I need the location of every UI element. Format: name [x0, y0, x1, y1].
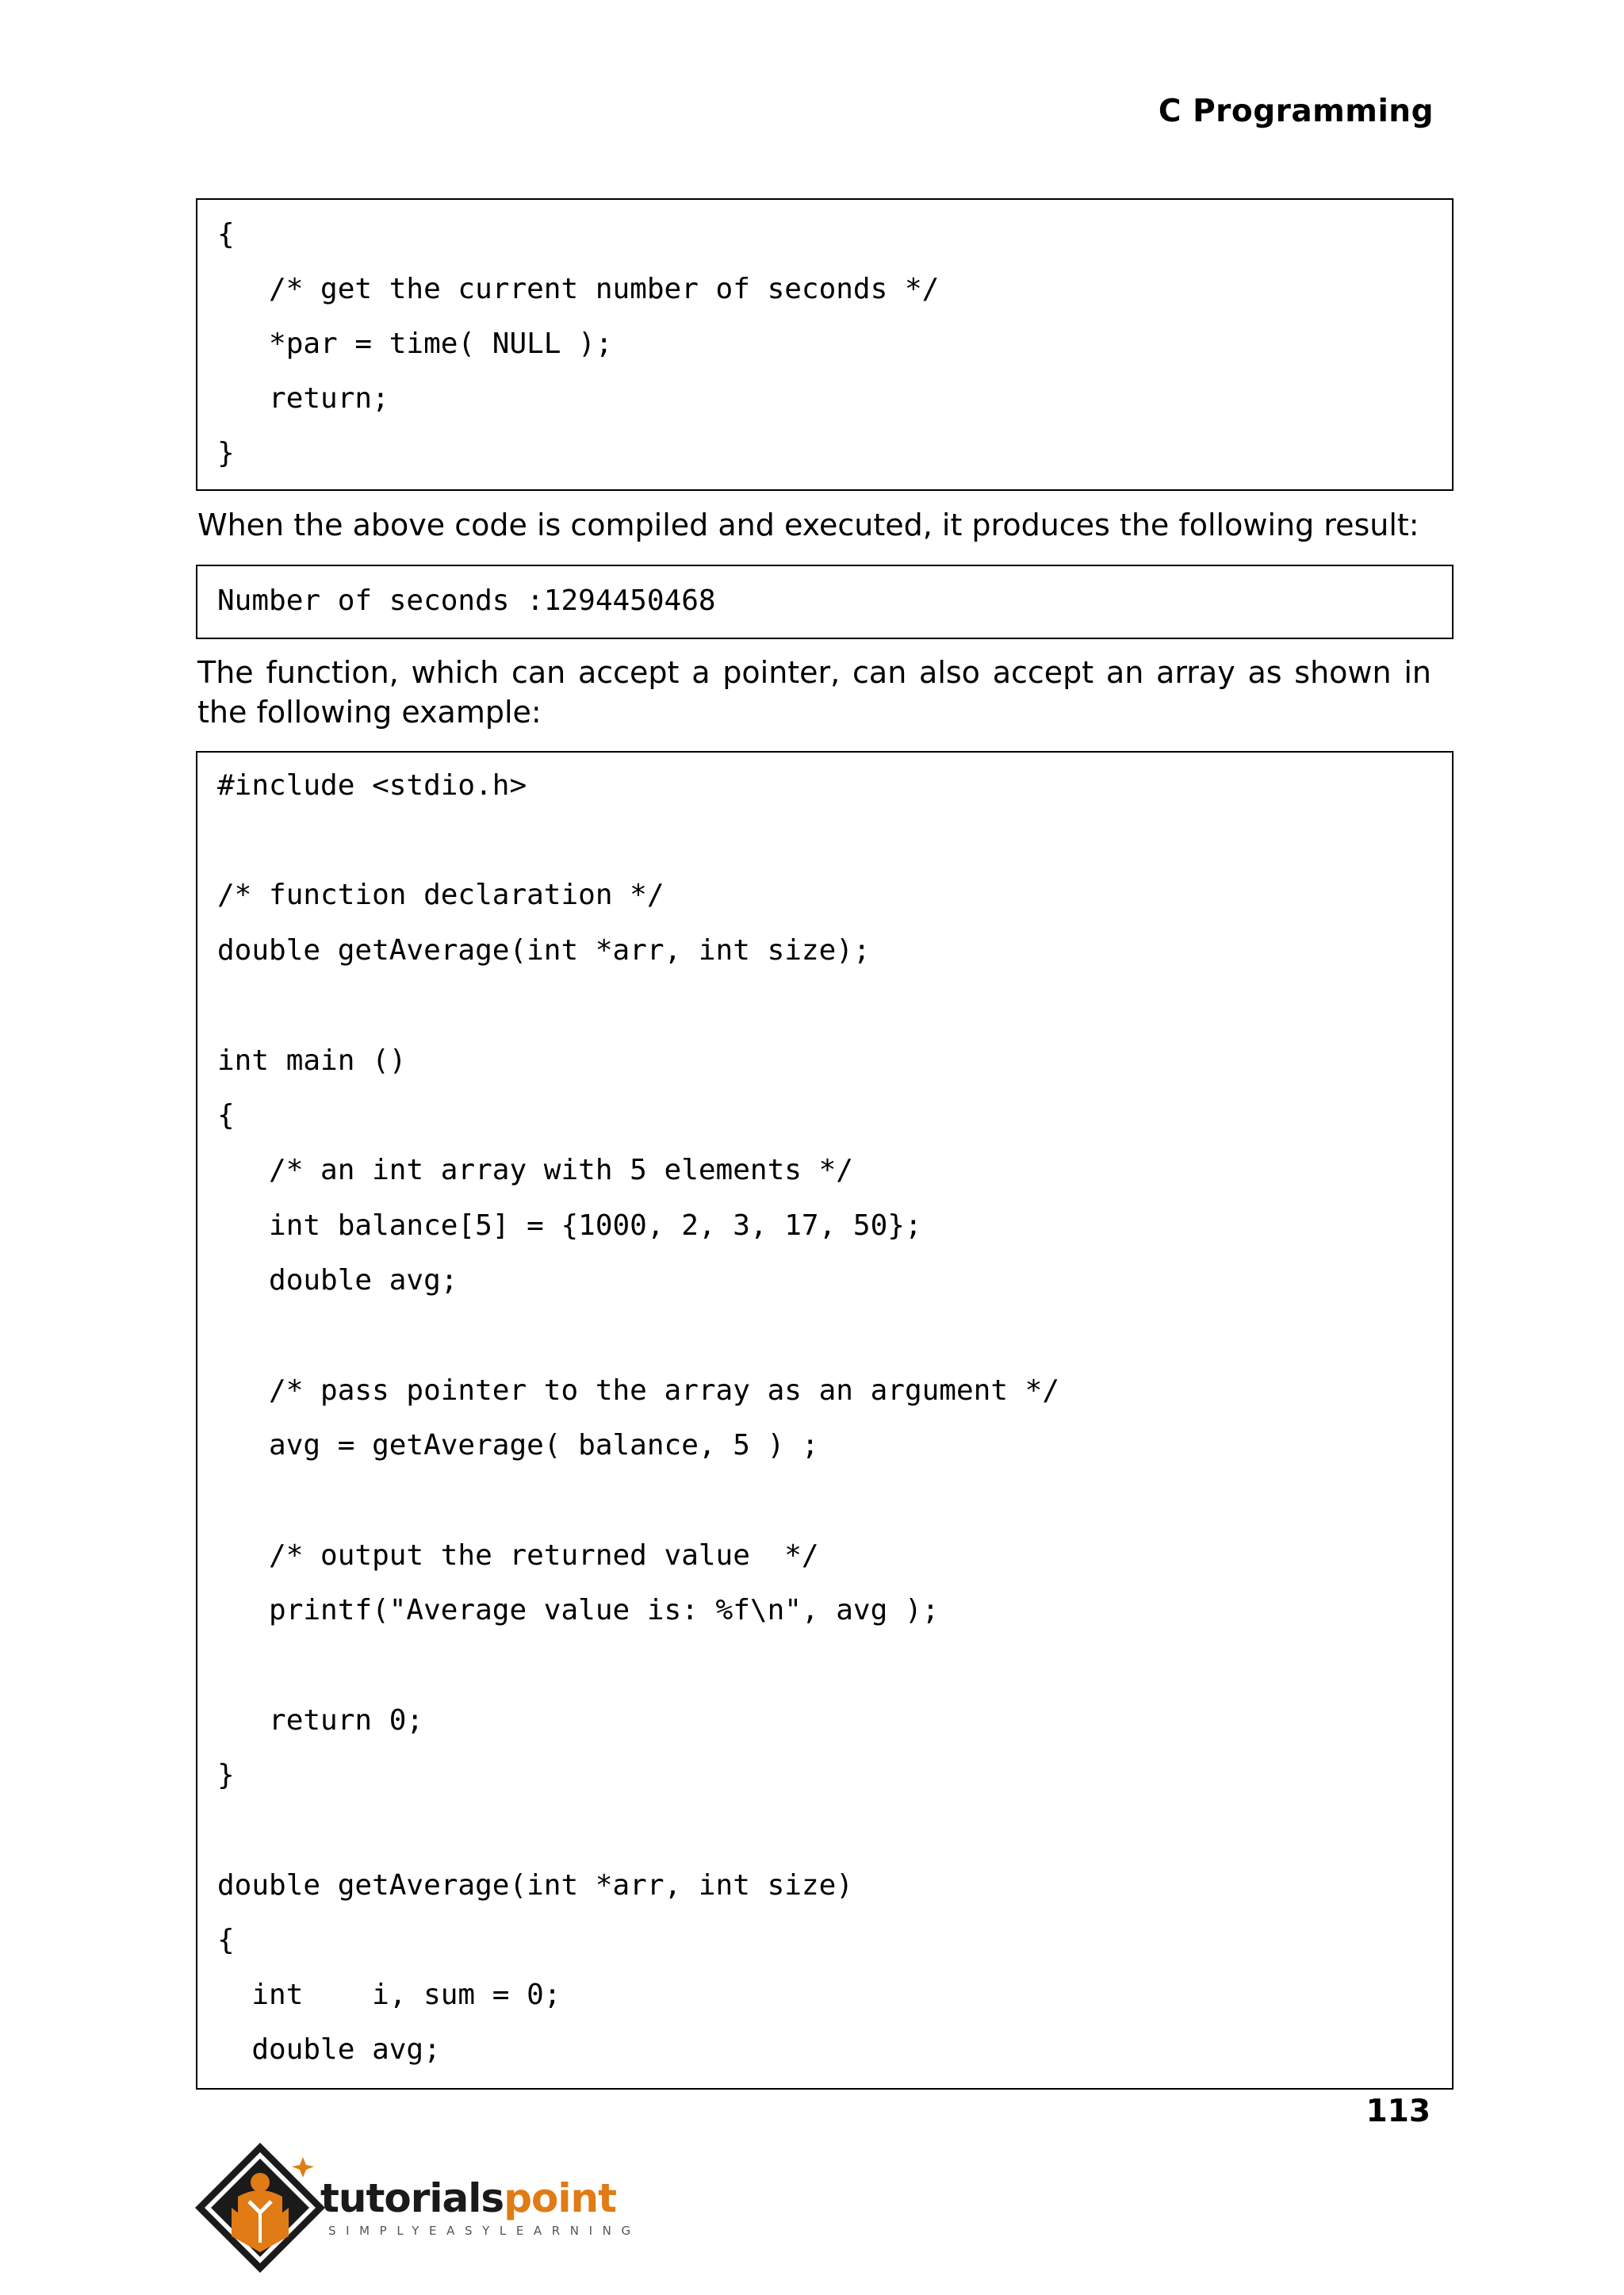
code-line: return;	[217, 382, 389, 415]
code-line: int balance[5] = {1000, 2, 3, 17, 50};	[217, 1209, 922, 1242]
code-line: printf("Average value is: %f\n", avg );	[217, 1594, 940, 1626]
code-line: {	[217, 218, 235, 251]
code-line: }	[217, 1759, 235, 1791]
code-line: /* output the returned value */	[217, 1539, 819, 1572]
logo-diamond-icon	[193, 2141, 328, 2284]
code-line: avg = getAverage( balance, 5 ) ;	[217, 1429, 819, 1462]
code-line: double getAverage(int *arr, int size);	[217, 934, 871, 967]
code-line: return 0;	[217, 1704, 424, 1737]
code-block-1	[196, 198, 1454, 491]
code-line: /* get the current number of seconds */	[217, 273, 940, 305]
code-line: *par = time( NULL );	[217, 328, 613, 360]
paragraph-array-intro: The function, which can accept a pointer, can also accept an array as shown in the following example:	[197, 655, 1431, 730]
code-line: double avg;	[217, 1264, 458, 1297]
code-line: int i, sum = 0;	[217, 1979, 561, 2011]
page-header-title: C Programming	[1158, 94, 1434, 129]
code-line: {	[217, 1099, 235, 1132]
code-line: {	[217, 1924, 235, 1956]
code-line: }	[217, 437, 235, 469]
code-line: /* pass pointer to the array as an argument */	[217, 1374, 1060, 1407]
logo-word-point: point	[504, 2175, 616, 2221]
tutorialspoint-logo	[193, 2141, 641, 2284]
code-line: #include <stdio.h>	[217, 769, 527, 802]
code-line: /* an int array with 5 elements */	[217, 1154, 853, 1186]
code-line: /* function declaration */	[217, 879, 665, 911]
output-line: Number of seconds :1294450468	[217, 584, 716, 617]
paragraph-result-intro: When the above code is compiled and executed, it produces the following result:	[197, 508, 1419, 542]
code-line: double getAverage(int *arr, int size)	[217, 1869, 853, 1902]
code-line: double avg;	[217, 2033, 441, 2066]
logo-wordmark	[320, 2174, 616, 2222]
code-line: int main ()	[217, 1044, 407, 1077]
logo-tagline: SIMPLYEASYLEARNING	[328, 2224, 641, 2238]
page-number: 113	[1365, 2094, 1431, 2129]
code-block-2	[196, 751, 1454, 2090]
output-block	[196, 565, 1454, 639]
logo-word-tutorials: tutorials	[320, 2175, 504, 2221]
